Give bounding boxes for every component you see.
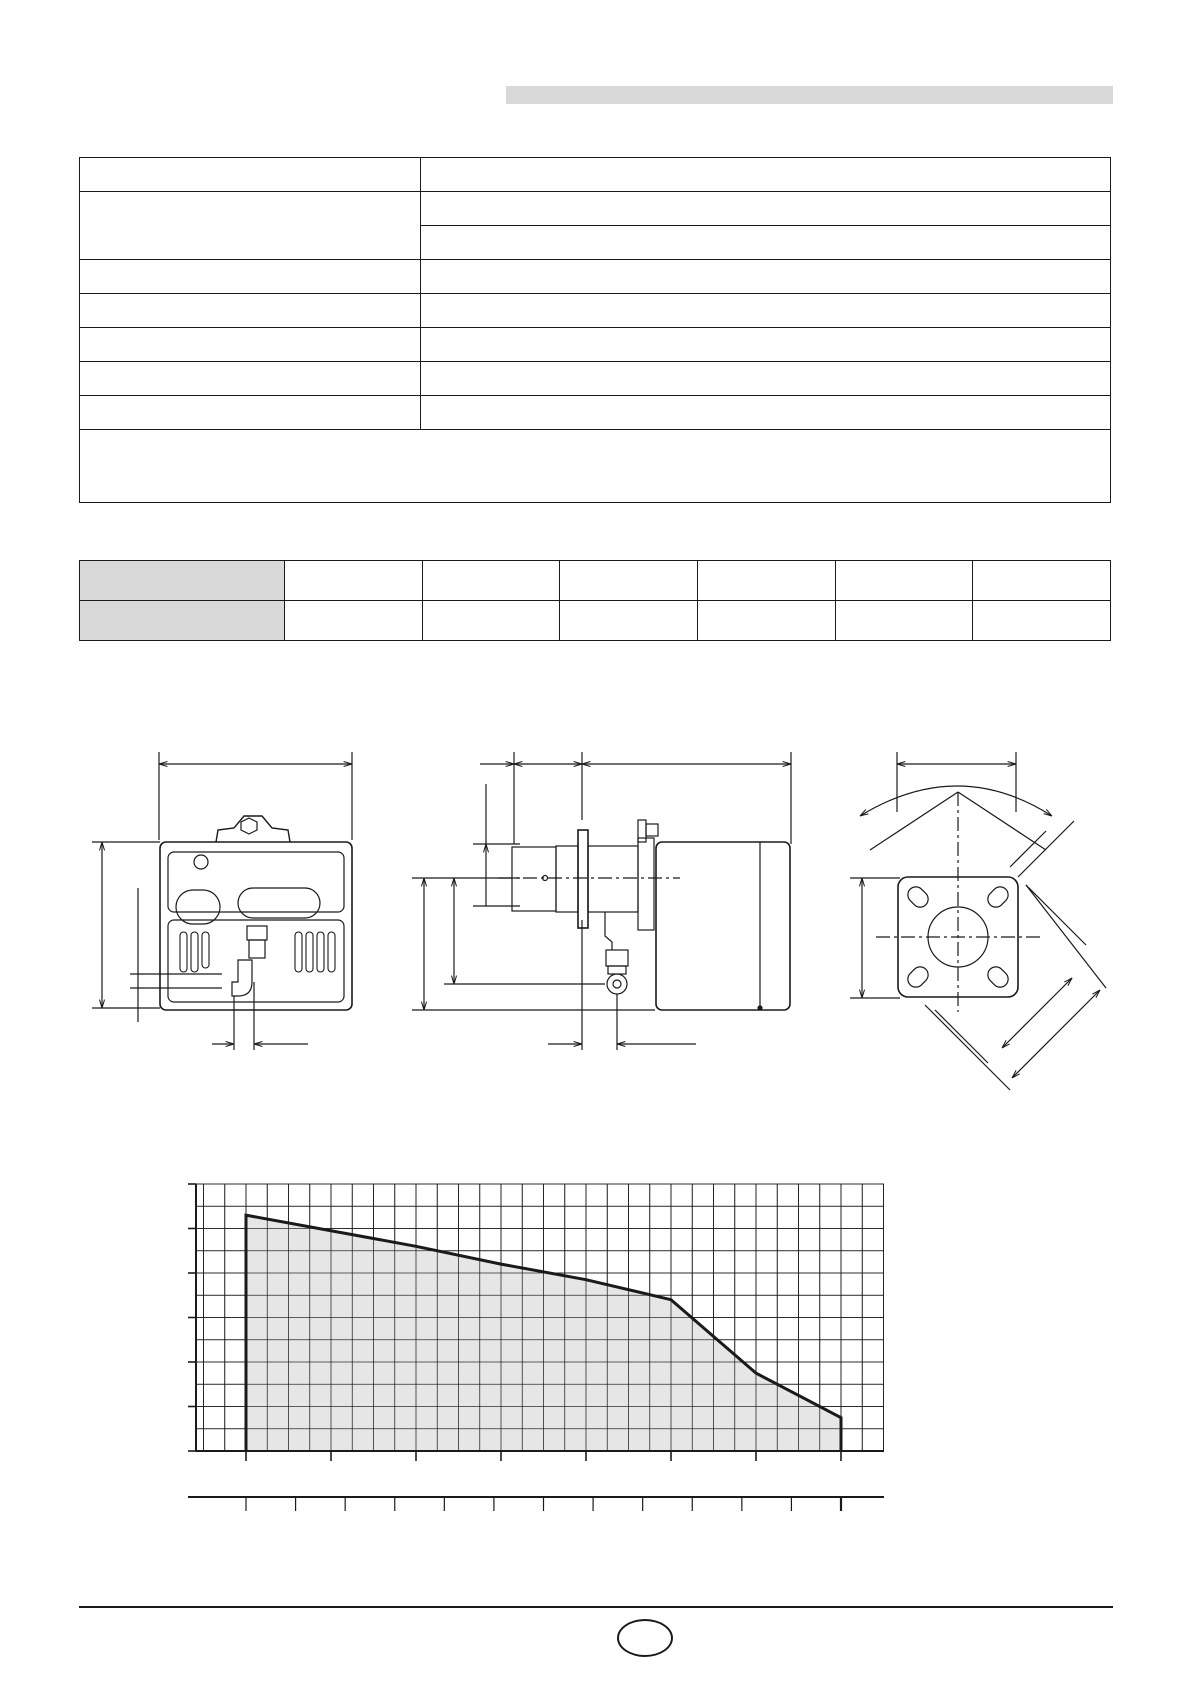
model-table <box>79 560 1111 641</box>
model-cell <box>697 561 835 601</box>
spec-label <box>80 158 421 192</box>
model-cell <box>835 561 973 601</box>
spec-value <box>421 294 1111 328</box>
model-cell <box>285 601 423 641</box>
spec-label <box>80 260 421 294</box>
spec-value <box>421 260 1111 294</box>
spec-table <box>79 157 1111 503</box>
side-view-drawing <box>412 752 791 1050</box>
flange-drawing <box>850 752 1106 1090</box>
spec-label <box>80 294 421 328</box>
model-cell <box>560 601 698 641</box>
model-cell <box>422 561 560 601</box>
front-view-drawing <box>92 752 352 1050</box>
spec-value <box>421 328 1111 362</box>
chart-secondary-axis <box>188 1497 884 1511</box>
model-cell <box>422 601 560 641</box>
dimension-drawings <box>0 720 1191 1100</box>
model-cell <box>285 561 423 601</box>
model-cell <box>560 561 698 601</box>
spec-value <box>421 396 1111 430</box>
footer-line <box>79 1606 1113 1608</box>
spec-value <box>421 158 1111 192</box>
spec-value <box>421 362 1111 396</box>
spec-value <box>421 192 1111 226</box>
spec-value <box>421 226 1111 260</box>
spec-label <box>80 396 421 430</box>
model-cell <box>973 601 1111 641</box>
model-header-cell <box>80 561 285 601</box>
spec-label <box>80 328 421 362</box>
model-cell <box>697 601 835 641</box>
spec-note <box>80 430 1111 503</box>
model-cell <box>835 601 973 641</box>
page-number-badge <box>617 1619 673 1657</box>
model-header-cell <box>80 601 285 641</box>
model-cell <box>973 561 1111 601</box>
spec-label <box>80 192 421 260</box>
spec-label <box>80 362 421 396</box>
performance-chart <box>0 1170 1191 1540</box>
header-bar <box>506 86 1113 104</box>
